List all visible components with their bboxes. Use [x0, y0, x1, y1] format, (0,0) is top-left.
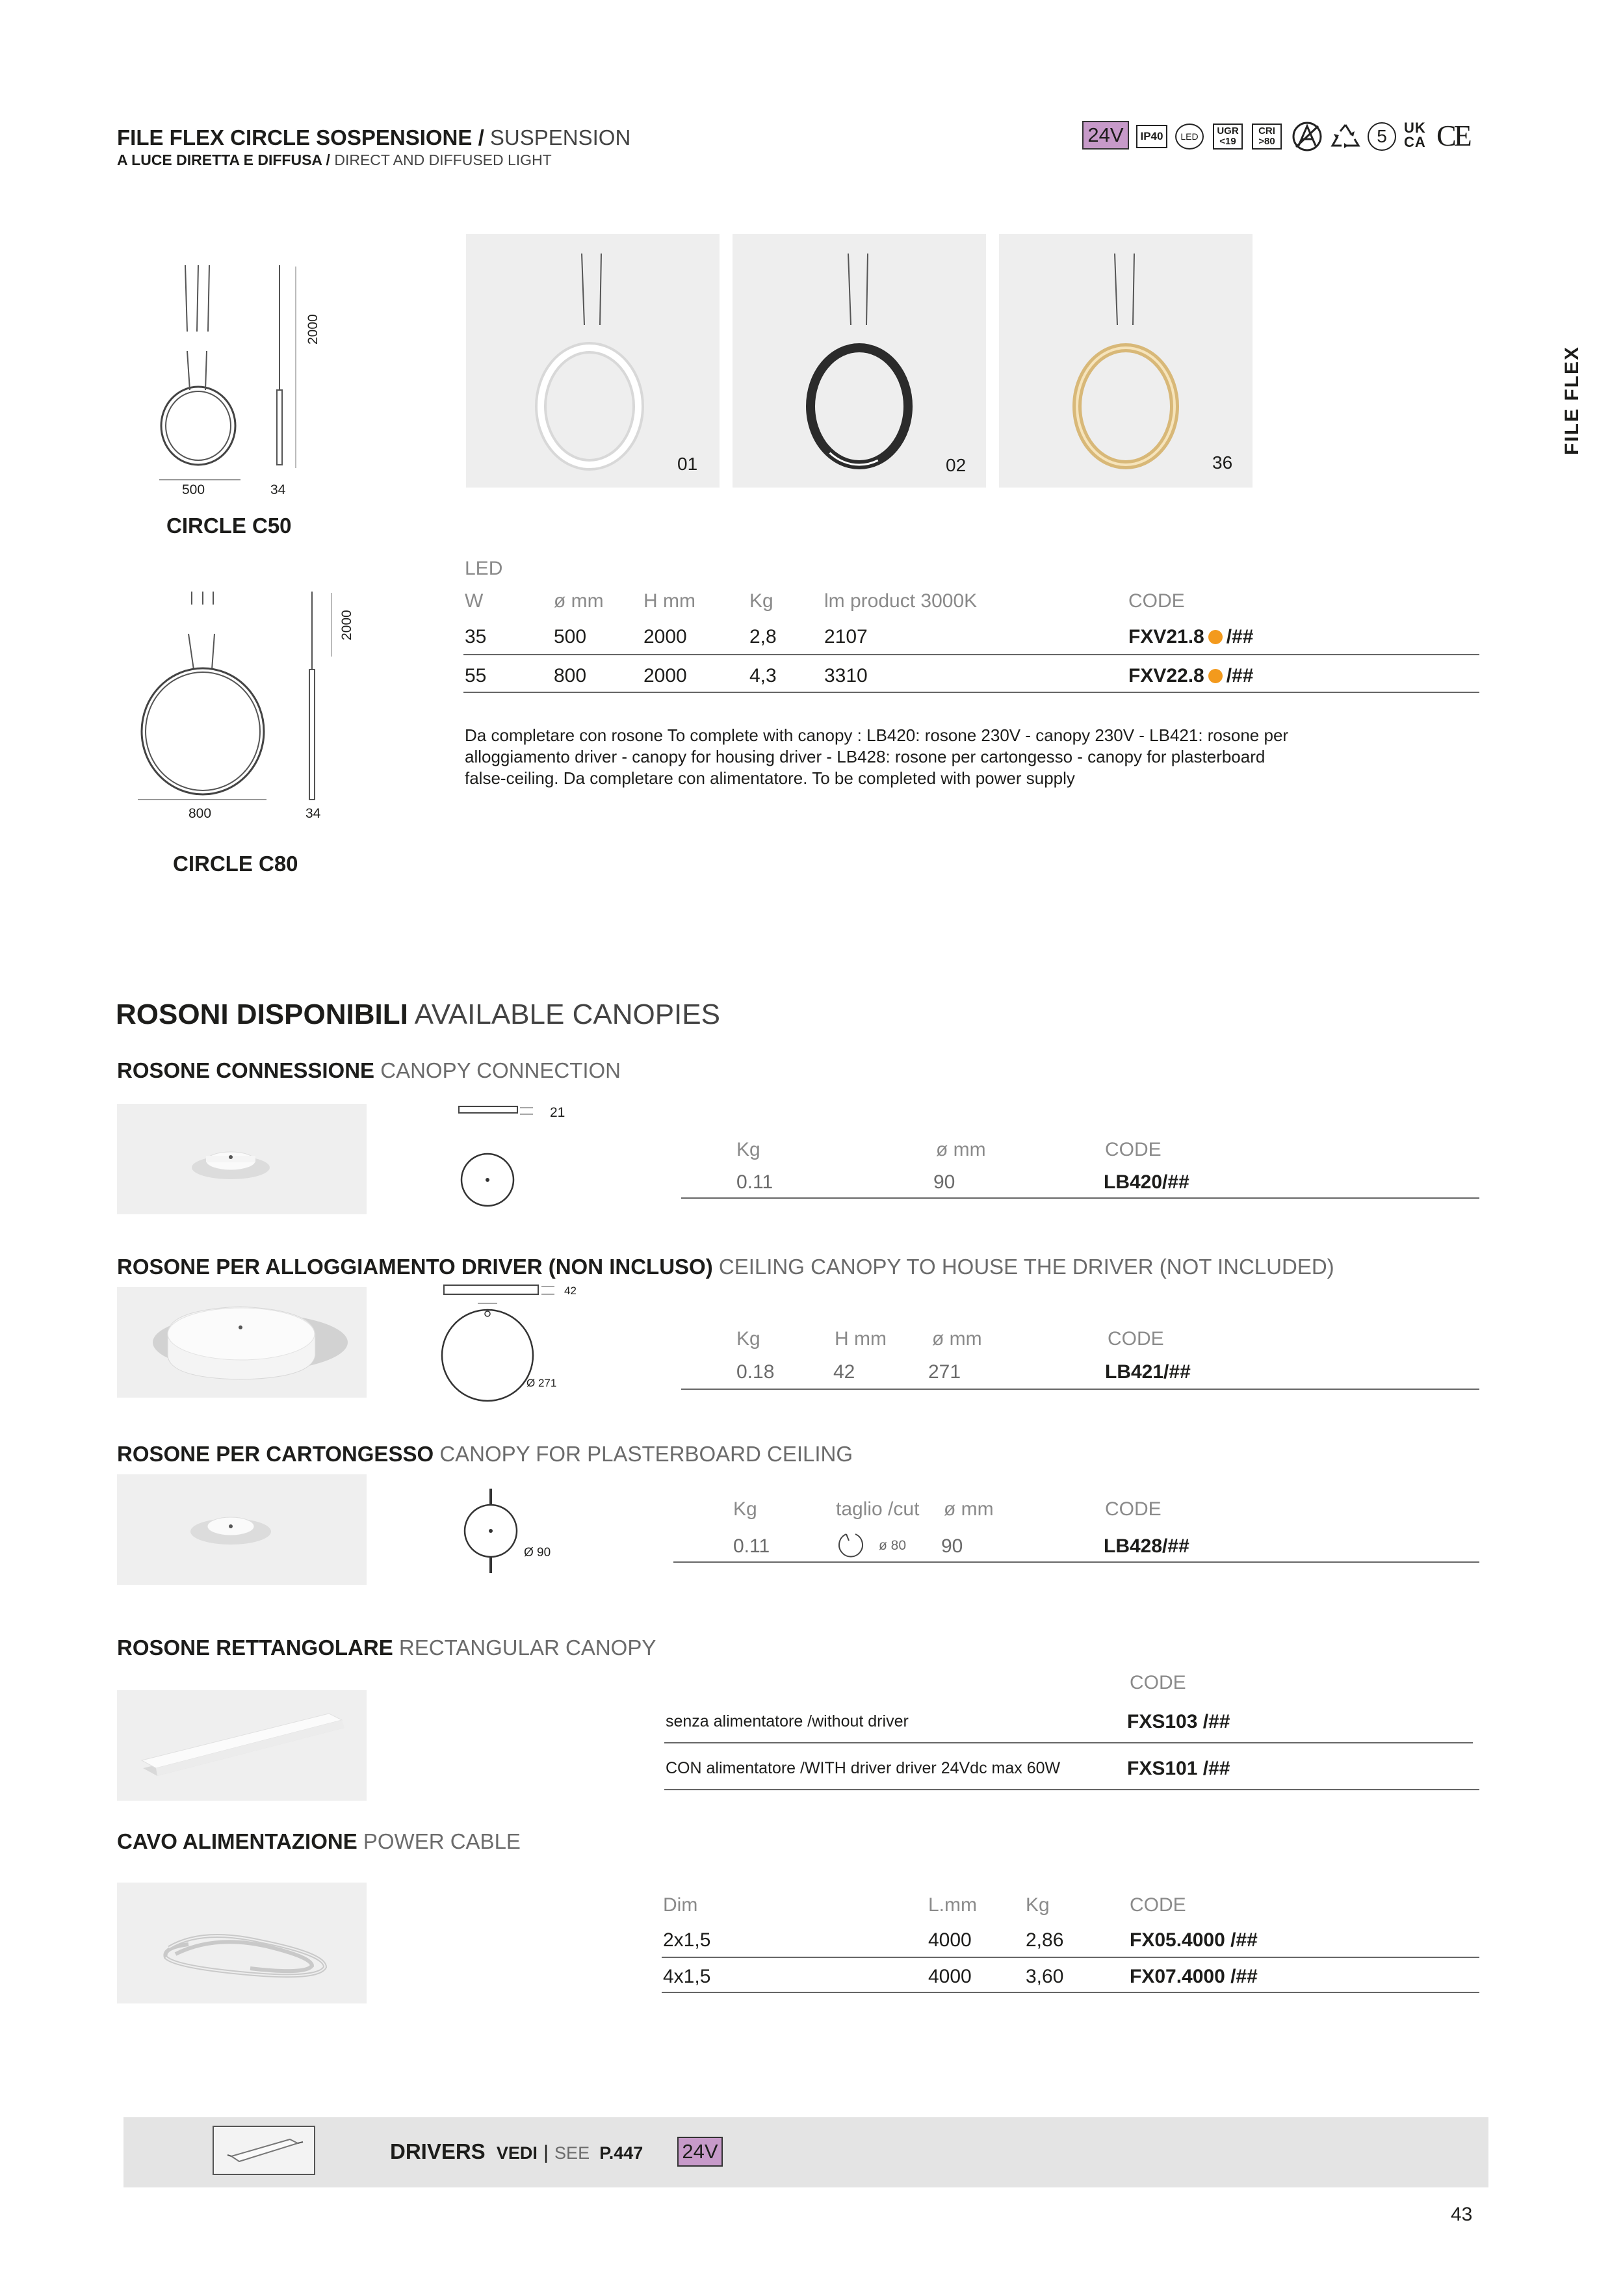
cable-row1-kg: 2,86: [1026, 1929, 1064, 1951]
product-note: Da completare con rosone To complete with canopy : LB420: rosone 230V - canopy 230V - LB421: rosone per alloggiamento driver - canopy for housing driver - LB428: rosone per cartongesso - canopy for plasterboard false-ceiling. Da completare con alimentatore. To be completed with power supply: [465, 725, 1289, 788]
ring-black-image: [733, 234, 986, 488]
c80-name: CIRCLE C80: [173, 852, 298, 876]
connection-code: LB420/##: [1104, 1171, 1189, 1193]
cable-row2-code: FX07.4000 /##: [1130, 1966, 1258, 1987]
header-title-light: SUSPENSION: [489, 125, 631, 150]
canopies-title-light: AVAILABLE CANOPIES: [414, 998, 720, 1030]
ukca-mark: UK CA: [1404, 120, 1426, 150]
row2-code-text: FXV22.8: [1128, 665, 1204, 686]
rectangular-canopy-title-bold: ROSONE RETTANGOLARE: [117, 1636, 393, 1660]
driver-canopy-code: LB421/##: [1105, 1361, 1191, 1383]
rectangular-divider: [664, 1789, 1479, 1790]
header-subtitle-light: DIRECT AND DIFFUSED LIGHT: [334, 151, 552, 168]
plasterboard-diameter: 90: [941, 1535, 963, 1557]
table-divider: [463, 654, 1479, 655]
canopies-title-bold: ROSONI DISPONIBILI: [116, 998, 408, 1030]
connection-diameter: 90: [933, 1171, 955, 1193]
driver-canopy-title-bold: ROSONE PER ALLOGGIAMENTO DRIVER (NON INCLUSO): [117, 1255, 713, 1279]
rectangular-canopy-title: [117, 1636, 656, 1660]
col-lm: lm product 3000K: [824, 590, 978, 612]
cut-hole-icon: [835, 1529, 866, 1560]
ugr-badge: UGR <19: [1213, 124, 1243, 150]
connection-kg: 0.11: [736, 1171, 773, 1193]
c50-thickness-dim: 34: [270, 482, 286, 497]
col-diameter: ø mm: [554, 590, 604, 612]
drivers-see-reference: [390, 2139, 643, 2164]
drivers-label: DRIVERS: [390, 2139, 486, 2163]
row1-code-suffix: /##: [1226, 626, 1254, 647]
driver-canopy-diameter: 271: [928, 1361, 961, 1383]
driver-canopy-title: [117, 1255, 1334, 1279]
ce-mark: CE: [1436, 119, 1470, 152]
row1-lm: 2107: [824, 626, 868, 647]
driver-canopy-kg: 0.18: [736, 1361, 775, 1383]
rectangular-canopy-title-light: RECTANGULAR CANOPY: [398, 1636, 656, 1660]
canopies-title: [116, 998, 720, 1031]
variant-photo-white: [466, 234, 720, 488]
cable-row1-dim: 2x1,5: [663, 1929, 711, 1951]
variant-photo-black: [733, 234, 986, 488]
cable-divider: [662, 1957, 1479, 1958]
header-subtitle-bold: A LUCE DIRETTA E DIFFUSA /: [117, 151, 330, 168]
row2-lm: 3310: [824, 665, 868, 686]
plasterboard-canopy-image: [117, 1474, 367, 1585]
plasterboard-col-kg: Kg: [733, 1498, 757, 1520]
rectangular-row1-label: senza alimentatore /without driver: [666, 1712, 909, 1730]
rectangular-row2-code: FXS101 /##: [1127, 1758, 1230, 1779]
rectangular-divider: [664, 1742, 1473, 1743]
variant-code-01: 01: [677, 454, 698, 474]
recycle-icon: [1330, 122, 1361, 151]
row1-w: 35: [465, 626, 487, 647]
driver-canopy-col-code: CODE: [1108, 1328, 1164, 1350]
page-number: 43: [1451, 2204, 1473, 2225]
plasterboard-col-code: CODE: [1105, 1498, 1162, 1520]
rectangular-canopy-photo: [117, 1690, 367, 1801]
cable-col-kg: Kg: [1026, 1894, 1050, 1916]
plasterboard-col-diameter: ø mm: [944, 1498, 994, 1520]
variant-code-02: 02: [946, 455, 967, 475]
c50-diameter-dim: 500: [182, 482, 205, 497]
c80-height-dim: 2000: [339, 610, 354, 640]
voltage-badge: 24V: [1082, 121, 1129, 150]
connection-title-bold: ROSONE CONNESSIONE: [117, 1058, 375, 1082]
rectangular-row2-label: CON alimentatore /WITH driver driver 24Vdc max 60W: [666, 1759, 1061, 1777]
drivers-page-ref: P.447: [599, 2143, 643, 2163]
header-title-bold: FILE FLEX CIRCLE SOSPENSIONE /: [117, 125, 484, 150]
ring-gold-image: [999, 234, 1253, 488]
side-label: FILE FLEX: [1561, 346, 1583, 455]
c50-height-dim: 2000: [305, 314, 320, 345]
connection-height-dim: 21: [550, 1105, 565, 1120]
drawing-circle-c50: [149, 254, 344, 501]
ip40-badge: IP40: [1136, 125, 1167, 148]
finish-dot-icon: [1208, 630, 1223, 644]
connection-col-kg: Kg: [736, 1139, 760, 1160]
c50-name: CIRCLE C50: [166, 514, 292, 538]
row2-kg: 4,3: [749, 665, 777, 686]
drivers-separator: |: [543, 2142, 549, 2163]
row2-w: 55: [465, 665, 487, 686]
driver-canopy-col-kg: Kg: [736, 1328, 760, 1350]
driver-canopy-divider: [681, 1389, 1479, 1390]
connection-col-code: CODE: [1105, 1139, 1162, 1160]
table-group-header: LED: [465, 558, 503, 579]
plasterboard-canopy-photo: [117, 1474, 367, 1585]
row1-code: [1128, 626, 1253, 648]
col-code: CODE: [1128, 590, 1185, 612]
cable-col-dim: Dim: [663, 1894, 698, 1916]
cable-col-length: L.mm: [928, 1894, 977, 1916]
cable-row2-length: 4000: [928, 1966, 972, 1987]
page-header: [117, 125, 630, 169]
ring-white-image: [466, 234, 720, 488]
plasterboard-kg: 0.11: [733, 1535, 770, 1557]
row2-d: 800: [554, 665, 587, 686]
connection-title: [117, 1058, 621, 1083]
connection-canopy-image: [117, 1104, 367, 1214]
connection-title-light: CANOPY CONNECTION: [380, 1058, 621, 1082]
led-class-icon: LED: [1175, 124, 1204, 150]
connection-divider: [681, 1197, 1479, 1199]
table-divider: [463, 692, 1479, 693]
row1-h: 2000: [643, 626, 687, 647]
driver-canopy-image: [117, 1287, 367, 1398]
row1-d: 500: [554, 626, 587, 647]
cable-row1-code: FX05.4000 /##: [1130, 1929, 1258, 1951]
plasterboard-canopy-diameter-dim: Ø 90: [524, 1546, 551, 1559]
drawing-circle-c80: [130, 579, 364, 826]
power-cable-title-light: POWER CABLE: [363, 1829, 521, 1853]
plasterboard-divider: [673, 1561, 1479, 1563]
row2-code-suffix: /##: [1226, 665, 1254, 686]
power-cable-image: [117, 1883, 367, 2003]
power-cable-title-bold: CAVO ALIMENTAZIONE: [117, 1829, 357, 1853]
drivers-voltage-badge: 24V: [677, 2137, 723, 2167]
driver-canopy-h: 42: [833, 1361, 855, 1383]
plasterboard-cut-size: ø 80: [879, 1538, 907, 1553]
row1-code-text: FXV21.8: [1128, 626, 1204, 647]
driver-canopy-photo: [117, 1287, 367, 1398]
drivers-vedi: VEDI: [496, 2143, 538, 2163]
plasterboard-code: LB428/##: [1104, 1535, 1189, 1557]
cable-row1-length: 4000: [928, 1929, 972, 1951]
col-height: H mm: [643, 590, 695, 612]
col-w: W: [465, 590, 484, 612]
cable-row2-kg: 3,60: [1026, 1966, 1064, 1987]
variant-photo-gold: [999, 234, 1253, 488]
col-kg: Kg: [749, 590, 773, 612]
plasterboard-col-cut: taglio /cut: [836, 1498, 920, 1520]
row1-kg: 2,8: [749, 626, 777, 647]
driver-canopy-col-h: H mm: [835, 1328, 887, 1350]
no-glare-icon: [1291, 121, 1323, 152]
rectangular-row1-code: FXS103 /##: [1127, 1711, 1230, 1732]
c80-diameter-dim: 800: [188, 806, 212, 821]
row2-code: [1128, 665, 1253, 687]
plasterboard-canopy-title-bold: ROSONE PER CARTONGESSO: [117, 1442, 434, 1466]
driver-unit-icon: [212, 2125, 316, 2176]
rectangular-canopy-image: [117, 1690, 367, 1801]
warranty-5-icon: 5: [1368, 122, 1396, 151]
driver-canopy-height-dim: 42: [564, 1285, 577, 1297]
finish-dot-icon: [1208, 669, 1223, 683]
c80-thickness-dim: 34: [305, 806, 321, 821]
power-cable-title: [117, 1829, 521, 1854]
driver-canopy-title-light: CEILING CANOPY TO HOUSE THE DRIVER (NOT INCLUDED): [718, 1255, 1334, 1279]
variant-code-36: 36: [1212, 452, 1233, 473]
cable-divider: [662, 1992, 1479, 1993]
cri-badge: CRI >80: [1252, 124, 1282, 150]
plasterboard-canopy-drawing: [455, 1476, 533, 1586]
driver-canopy-col-diameter: ø mm: [932, 1328, 982, 1350]
connection-canopy-photo: [117, 1104, 367, 1214]
rectangular-col-code: CODE: [1130, 1672, 1186, 1693]
plasterboard-canopy-title-light: CANOPY FOR PLASTERBOARD CEILING: [439, 1442, 853, 1466]
plasterboard-canopy-title: [117, 1442, 853, 1467]
drivers-footer-bar[interactable]: [123, 2117, 1488, 2187]
cable-col-code: CODE: [1130, 1894, 1186, 1916]
row2-h: 2000: [643, 665, 687, 686]
cable-row2-dim: 4x1,5: [663, 1966, 711, 1987]
drivers-see: SEE: [554, 2143, 590, 2163]
power-cable-photo: [117, 1883, 367, 2003]
driver-canopy-diameter-dim: Ø 271: [526, 1377, 557, 1389]
connection-col-diameter: ø mm: [936, 1139, 986, 1160]
